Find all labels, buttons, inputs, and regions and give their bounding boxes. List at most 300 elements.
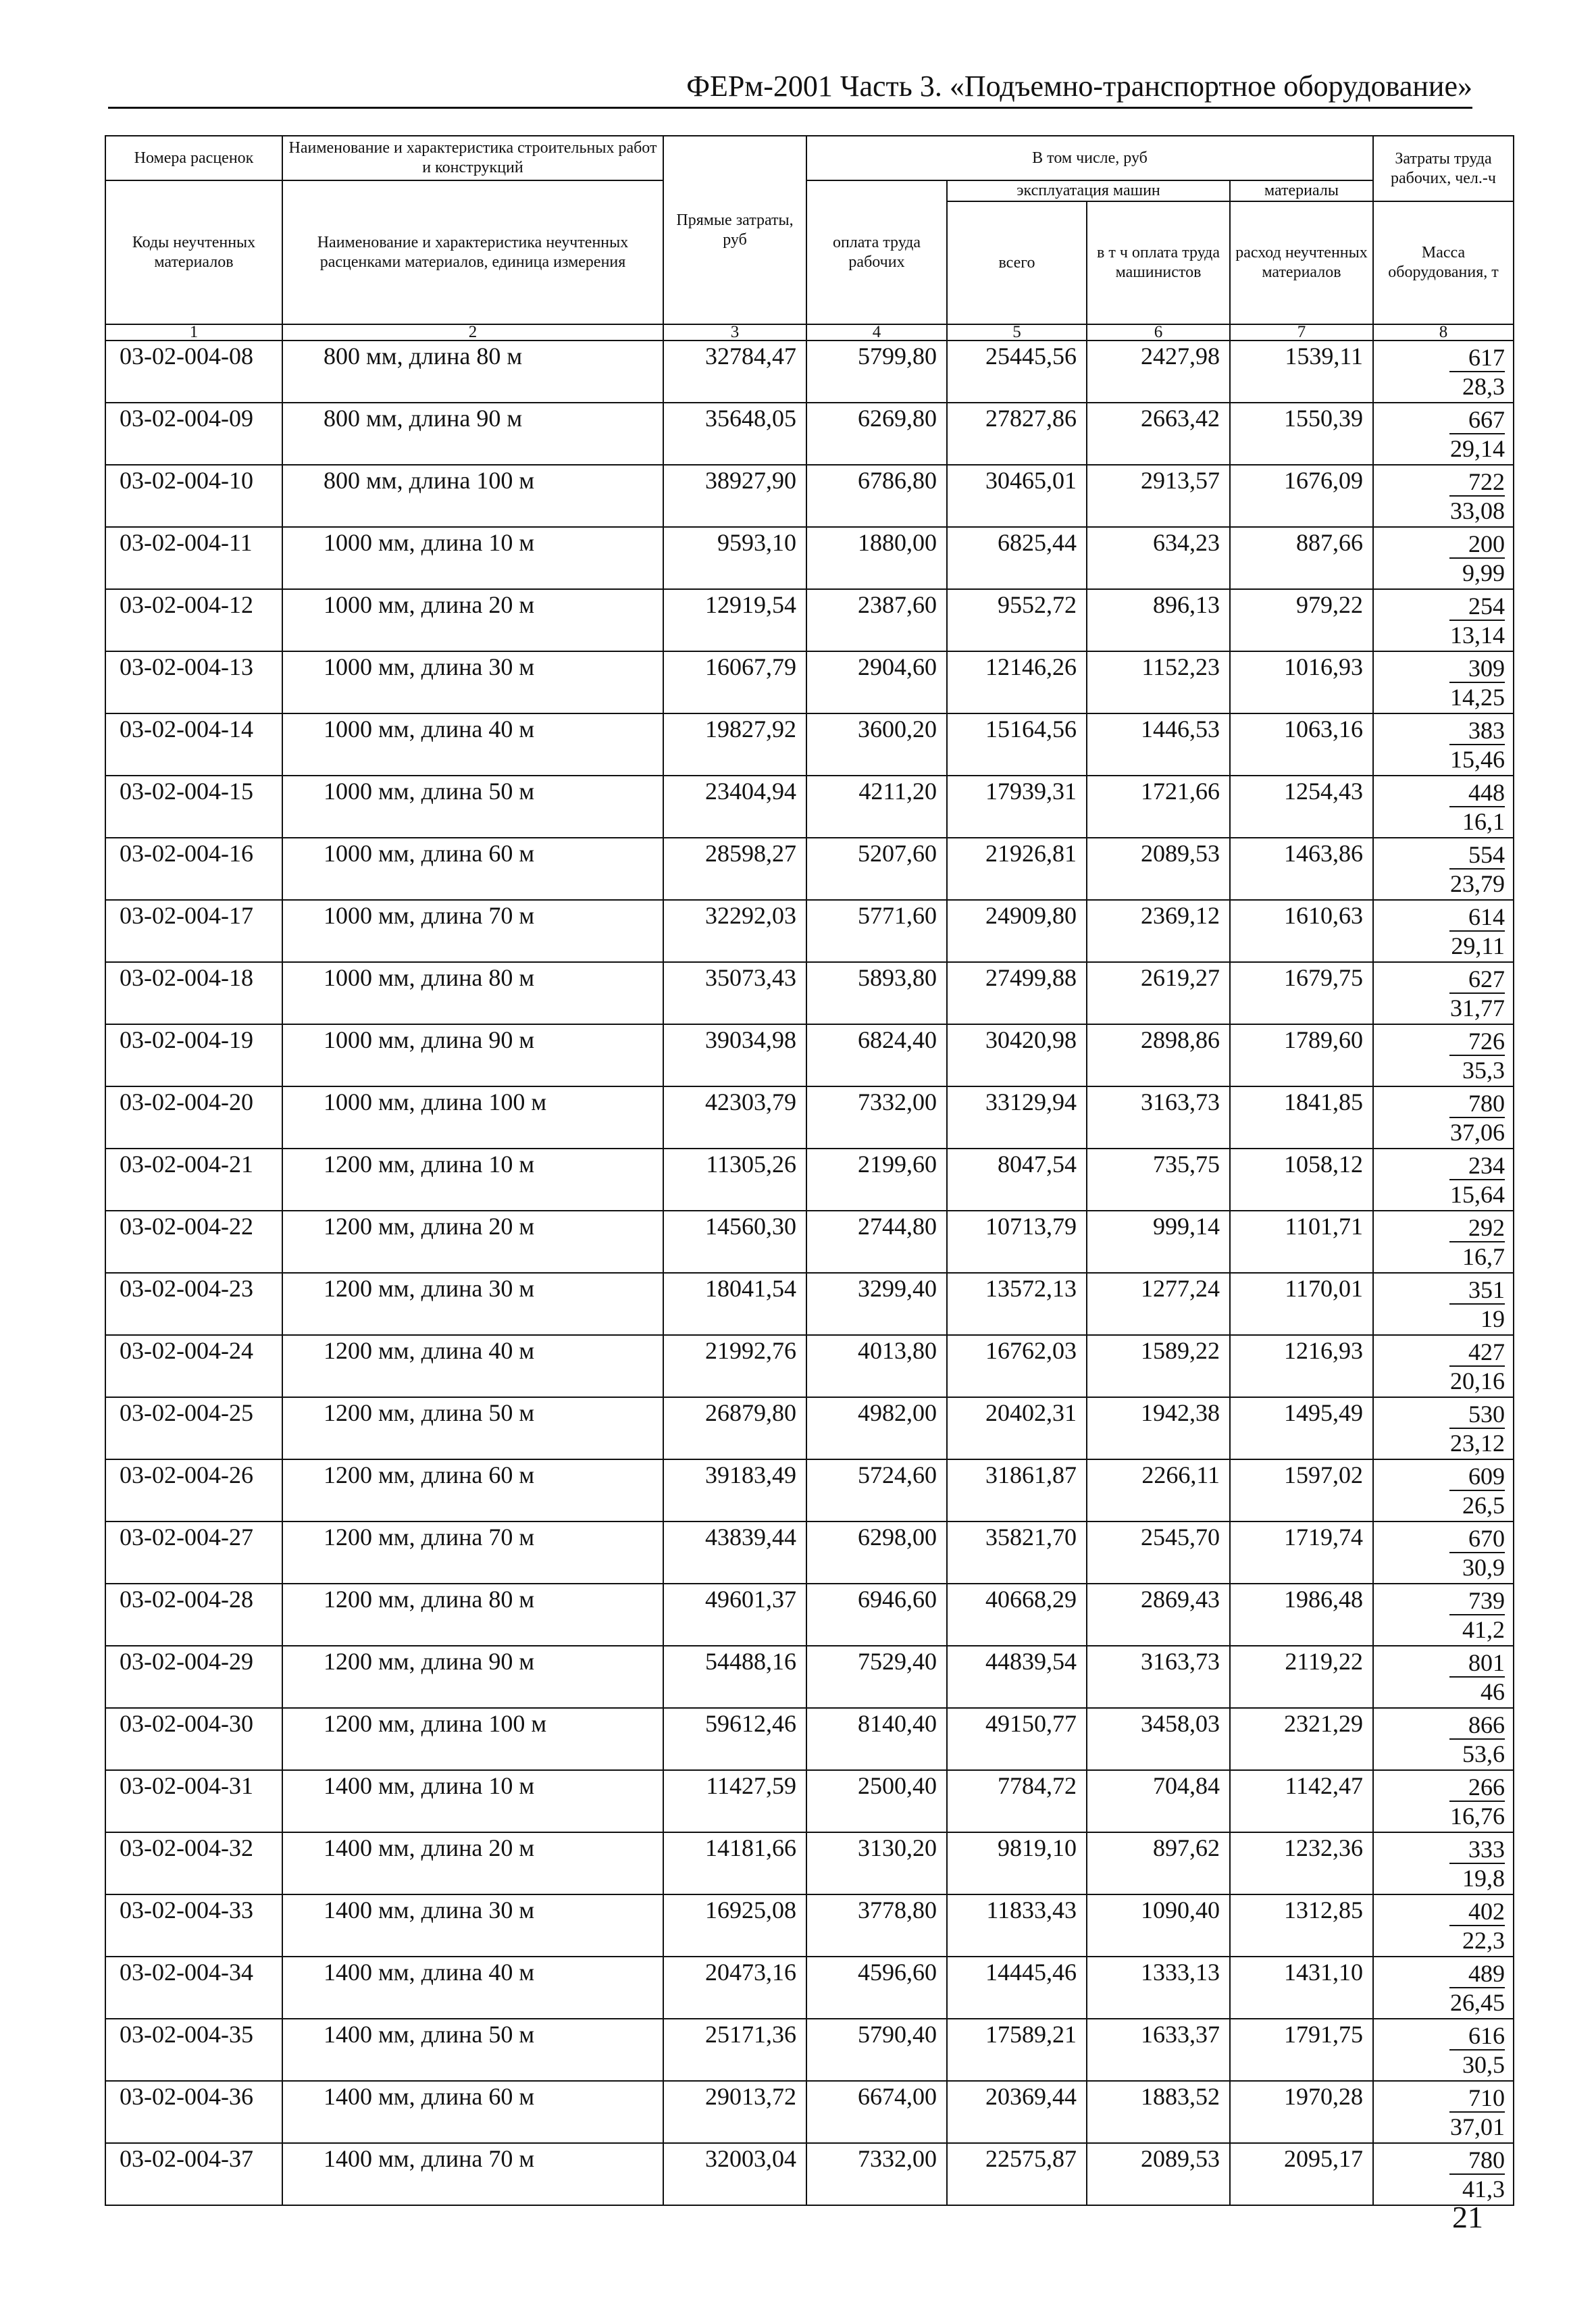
row-code: 03-02-004-33 [105,1894,282,1957]
row-labor-cost: 2199,60 [806,1149,947,1211]
row-code: 03-02-004-18 [105,962,282,1024]
row-direct-cost: 42303,79 [663,1086,806,1149]
row-machinist-cost: 3458,03 [1087,1708,1230,1770]
row-machine-cost: 40668,29 [947,1584,1087,1646]
row-direct-cost: 20473,16 [663,1957,806,2019]
row-material-cost: 1463,86 [1230,838,1373,900]
row-equipment-mass: 15,46 [1450,746,1505,773]
table-row [105,1957,1514,2019]
row-labor-cost: 6298,00 [806,1521,947,1584]
head-naim-top: Наименование и характеристика строительных работ и конструкций [282,136,663,180]
row-equipment-mass: 23,12 [1450,1430,1505,1457]
table-row [105,341,1514,403]
row-labor-hours: 780 [1449,1090,1505,1118]
row-code: 03-02-004-27 [105,1521,282,1584]
row-code: 03-02-004-24 [105,1335,282,1397]
row-labor-hours: 448 [1449,779,1505,807]
row-material-cost: 1789,60 [1230,1024,1373,1086]
row-direct-cost: 39183,49 [663,1459,806,1521]
row-labor-cost: 4596,60 [806,1957,947,2019]
row-machine-cost: 11833,43 [947,1894,1087,1957]
row-machinist-cost: 896,13 [1087,589,1230,651]
table-row [105,589,1514,651]
row-machine-cost: 9552,72 [947,589,1087,651]
row-code: 03-02-004-12 [105,589,282,651]
head-materialy: материалы [1230,180,1373,201]
head-rashod: расход неучтенных материалов [1230,201,1373,324]
row-machinist-cost: 1942,38 [1087,1397,1230,1459]
row-machinist-cost: 1721,66 [1087,776,1230,838]
row-labor-hours: 309 [1449,655,1505,683]
row-equipment-mass: 53,6 [1462,1740,1505,1767]
row-machine-cost: 14445,46 [947,1957,1087,2019]
row-hours-mass [1373,838,1514,900]
row-labor-hours: 739 [1449,1587,1505,1615]
row-labor-cost: 3130,20 [806,1832,947,1894]
row-machinist-cost: 1090,40 [1087,1894,1230,1957]
row-hours-mass [1373,1086,1514,1149]
row-direct-cost: 32784,47 [663,341,806,403]
row-name: 1000 мм, длина 10 м [282,527,663,589]
row-material-cost: 1142,47 [1230,1770,1373,1832]
table-row [105,465,1514,527]
row-name: 1200 мм, длина 20 м [282,1211,663,1273]
row-equipment-mass: 13,14 [1450,622,1505,649]
row-equipment-mass: 46 [1481,1678,1505,1705]
row-hours-mass [1373,1708,1514,1770]
row-name: 1000 мм, длина 30 м [282,651,663,713]
row-material-cost: 2119,22 [1230,1646,1373,1708]
row-machinist-cost: 735,75 [1087,1149,1230,1211]
table-row [105,900,1514,962]
row-direct-cost: 11305,26 [663,1149,806,1211]
row-hours-mass [1373,1770,1514,1832]
rates-table [105,135,1514,2206]
row-labor-hours: 609 [1449,1463,1505,1491]
row-material-cost: 979,22 [1230,589,1373,651]
row-labor-hours: 351 [1449,1276,1505,1305]
row-name: 1200 мм, длина 80 м [282,1584,663,1646]
row-direct-cost: 29013,72 [663,2081,806,2143]
row-hours-mass [1373,1397,1514,1459]
row-labor-cost: 7332,00 [806,1086,947,1149]
table-row [105,527,1514,589]
row-material-cost: 1676,09 [1230,465,1373,527]
row-labor-hours: 427 [1449,1338,1505,1367]
row-code: 03-02-004-11 [105,527,282,589]
row-machine-cost: 13572,13 [947,1273,1087,1335]
row-labor-hours: 667 [1449,406,1505,434]
row-material-cost: 1791,75 [1230,2019,1373,2081]
table-row [105,1646,1514,1708]
row-direct-cost: 12919,54 [663,589,806,651]
row-labor-cost: 4211,20 [806,776,947,838]
table-row [105,1708,1514,1770]
row-hours-mass [1373,1459,1514,1521]
row-name: 1000 мм, длина 20 м [282,589,663,651]
row-labor-hours: 801 [1449,1649,1505,1678]
row-labor-hours: 254 [1449,593,1505,621]
row-direct-cost: 43839,44 [663,1521,806,1584]
row-labor-cost: 2500,40 [806,1770,947,1832]
row-machine-cost: 7784,72 [947,1770,1087,1832]
head-pryamye: Прямые затраты, руб [663,136,806,324]
row-hours-mass [1373,341,1514,403]
row-code: 03-02-004-25 [105,1397,282,1459]
row-name: 1200 мм, длина 60 м [282,1459,663,1521]
row-code: 03-02-004-31 [105,1770,282,1832]
row-machine-cost: 27827,86 [947,403,1087,465]
row-labor-hours: 402 [1449,1898,1505,1926]
row-labor-cost: 2387,60 [806,589,947,651]
row-equipment-mass: 31,77 [1450,995,1505,1022]
row-code: 03-02-004-37 [105,2143,282,2205]
row-hours-mass [1373,1211,1514,1273]
row-machine-cost: 8047,54 [947,1149,1087,1211]
row-code: 03-02-004-28 [105,1584,282,1646]
row-equipment-mass: 16,7 [1462,1243,1505,1270]
row-hours-mass [1373,589,1514,651]
row-labor-cost: 5724,60 [806,1459,947,1521]
table-row [105,1459,1514,1521]
row-labor-hours: 234 [1449,1152,1505,1180]
row-labor-cost: 4013,80 [806,1335,947,1397]
row-equipment-mass: 22,3 [1462,1927,1505,1954]
table-row [105,776,1514,838]
row-direct-cost: 11427,59 [663,1770,806,1832]
row-hours-mass [1373,713,1514,776]
row-direct-cost: 35648,05 [663,403,806,465]
row-labor-hours: 670 [1449,1525,1505,1553]
row-machine-cost: 16762,03 [947,1335,1087,1397]
table-row [105,651,1514,713]
row-code: 03-02-004-26 [105,1459,282,1521]
row-machine-cost: 21926,81 [947,838,1087,900]
row-machinist-cost: 1883,52 [1087,2081,1230,2143]
row-machinist-cost: 2427,98 [1087,341,1230,403]
row-equipment-mass: 41,3 [1462,2175,1505,2203]
row-direct-cost: 19827,92 [663,713,806,776]
row-material-cost: 1016,93 [1230,651,1373,713]
row-name: 800 мм, длина 80 м [282,341,663,403]
row-machinist-cost: 634,23 [1087,527,1230,589]
row-material-cost: 1539,11 [1230,341,1373,403]
row-code: 03-02-004-21 [105,1149,282,1211]
row-machine-cost: 15164,56 [947,713,1087,776]
row-material-cost: 1610,63 [1230,900,1373,962]
row-name: 1200 мм, длина 90 м [282,1646,663,1708]
row-hours-mass [1373,1335,1514,1397]
row-equipment-mass: 20,16 [1450,1367,1505,1394]
row-name: 1400 мм, длина 20 м [282,1832,663,1894]
row-labor-hours: 722 [1449,468,1505,497]
row-name: 1400 мм, длина 40 м [282,1957,663,2019]
row-material-cost: 1719,74 [1230,1521,1373,1584]
row-machinist-cost: 2869,43 [1087,1584,1230,1646]
row-code: 03-02-004-20 [105,1086,282,1149]
row-direct-cost: 38927,90 [663,465,806,527]
row-labor-cost: 6674,00 [806,2081,947,2143]
row-direct-cost: 25171,36 [663,2019,806,2081]
row-code: 03-02-004-36 [105,2081,282,2143]
row-direct-cost: 28598,27 [663,838,806,900]
row-hours-mass [1373,527,1514,589]
row-labor-hours: 530 [1449,1401,1505,1429]
row-direct-cost: 16925,08 [663,1894,806,1957]
row-labor-cost: 6946,60 [806,1584,947,1646]
row-equipment-mass: 29,11 [1451,932,1505,959]
row-machinist-cost: 999,14 [1087,1211,1230,1273]
row-labor-hours: 333 [1449,1836,1505,1864]
table-row [105,403,1514,465]
table-row [105,1832,1514,1894]
row-direct-cost: 32003,04 [663,2143,806,2205]
row-hours-mass [1373,900,1514,962]
row-machinist-cost: 1333,13 [1087,1957,1230,2019]
row-labor-hours: 266 [1449,1774,1505,1802]
row-machinist-cost: 704,84 [1087,1770,1230,1832]
row-name: 1000 мм, длина 40 м [282,713,663,776]
row-machinist-cost: 2663,42 [1087,403,1230,465]
row-equipment-mass: 30,9 [1462,1554,1505,1581]
row-machinist-cost: 1589,22 [1087,1335,1230,1397]
row-code: 03-02-004-14 [105,713,282,776]
row-material-cost: 1431,10 [1230,1957,1373,2019]
col-number: 8 [1373,324,1514,341]
row-material-cost: 1254,43 [1230,776,1373,838]
row-machine-cost: 33129,94 [947,1086,1087,1149]
table-row [105,1086,1514,1149]
row-name: 1400 мм, длина 70 м [282,2143,663,2205]
row-name: 1200 мм, длина 50 м [282,1397,663,1459]
row-material-cost: 1597,02 [1230,1459,1373,1521]
row-hours-mass [1373,1646,1514,1708]
row-equipment-mass: 19 [1481,1305,1505,1332]
row-machinist-cost: 1152,23 [1087,651,1230,713]
row-name: 800 мм, длина 90 м [282,403,663,465]
row-direct-cost: 18041,54 [663,1273,806,1335]
row-code: 03-02-004-34 [105,1957,282,2019]
row-machinist-cost: 2089,53 [1087,838,1230,900]
row-hours-mass [1373,651,1514,713]
row-machinist-cost: 2913,57 [1087,465,1230,527]
row-labor-hours: 726 [1449,1028,1505,1056]
row-machine-cost: 10713,79 [947,1211,1087,1273]
row-code: 03-02-004-10 [105,465,282,527]
row-labor-cost: 7332,00 [806,2143,947,2205]
row-material-cost: 1101,71 [1230,1211,1373,1273]
row-machinist-cost: 2619,27 [1087,962,1230,1024]
row-direct-cost: 14181,66 [663,1832,806,1894]
row-labor-hours: 627 [1449,965,1505,994]
row-machinist-cost: 3163,73 [1087,1086,1230,1149]
col-number: 5 [947,324,1087,341]
row-hours-mass [1373,1957,1514,2019]
row-direct-cost: 21992,76 [663,1335,806,1397]
row-material-cost: 2095,17 [1230,2143,1373,2205]
row-name: 1000 мм, длина 70 м [282,900,663,962]
col-number: 1 [105,324,282,341]
table-row [105,838,1514,900]
row-name: 1000 мм, длина 100 м [282,1086,663,1149]
row-hours-mass [1373,403,1514,465]
row-material-cost: 1970,28 [1230,2081,1373,2143]
row-equipment-mass: 30,5 [1462,2051,1505,2078]
table-row [105,1273,1514,1335]
row-material-cost: 1679,75 [1230,962,1373,1024]
row-hours-mass [1373,1521,1514,1584]
row-equipment-mass: 9,99 [1462,559,1505,586]
row-name: 1200 мм, длина 100 м [282,1708,663,1770]
row-hours-mass [1373,2143,1514,2205]
row-machine-cost: 17589,21 [947,2019,1087,2081]
row-machine-cost: 35821,70 [947,1521,1087,1584]
row-name: 1400 мм, длина 60 м [282,2081,663,2143]
row-material-cost: 1312,85 [1230,1894,1373,1957]
row-machine-cost: 24909,80 [947,900,1087,962]
row-name: 1200 мм, длина 30 м [282,1273,663,1335]
row-machine-cost: 27499,88 [947,962,1087,1024]
row-labor-cost: 6824,40 [806,1024,947,1086]
row-hours-mass [1373,465,1514,527]
row-code: 03-02-004-09 [105,403,282,465]
row-labor-hours: 200 [1449,530,1505,559]
row-labor-hours: 383 [1449,717,1505,745]
row-material-cost: 2321,29 [1230,1708,1373,1770]
row-hours-mass [1373,2019,1514,2081]
row-name: 800 мм, длина 100 м [282,465,663,527]
row-machinist-cost: 2266,11 [1087,1459,1230,1521]
row-name: 1200 мм, длина 70 м [282,1521,663,1584]
row-code: 03-02-004-13 [105,651,282,713]
row-equipment-mass: 16,1 [1462,808,1505,835]
row-equipment-mass: 15,64 [1450,1181,1505,1208]
row-labor-hours: 616 [1449,2022,1505,2051]
page-header [108,70,1472,109]
row-material-cost: 1841,85 [1230,1086,1373,1149]
row-name: 1200 мм, длина 10 м [282,1149,663,1211]
table-row [105,1894,1514,1957]
table-row [105,1211,1514,1273]
row-equipment-mass: 29,14 [1450,435,1505,462]
row-hours-mass [1373,1149,1514,1211]
row-code: 03-02-004-22 [105,1211,282,1273]
row-material-cost: 1170,01 [1230,1273,1373,1335]
table-row [105,2143,1514,2205]
row-code: 03-02-004-08 [105,341,282,403]
row-material-cost: 1063,16 [1230,713,1373,776]
row-hours-mass [1373,962,1514,1024]
table-row [105,2081,1514,2143]
row-labor-cost: 2904,60 [806,651,947,713]
table-body [105,341,1514,2205]
row-hours-mass [1373,1273,1514,1335]
row-name: 1000 мм, длина 80 м [282,962,663,1024]
row-labor-cost: 6786,80 [806,465,947,527]
row-labor-cost: 5771,60 [806,900,947,962]
row-hours-mass [1373,1584,1514,1646]
row-machinist-cost: 2545,70 [1087,1521,1230,1584]
row-hours-mass [1373,1894,1514,1957]
row-equipment-mass: 26,5 [1462,1492,1505,1519]
row-machinist-cost: 1446,53 [1087,713,1230,776]
head-zatraty: Затраты труда рабочих, чел.-ч [1373,136,1514,201]
row-direct-cost: 39034,98 [663,1024,806,1086]
row-labor-cost: 3600,20 [806,713,947,776]
row-machine-cost: 12146,26 [947,651,1087,713]
row-direct-cost: 59612,46 [663,1708,806,1770]
row-labor-cost: 4982,00 [806,1397,947,1459]
row-labor-hours: 292 [1449,1214,1505,1242]
head-vsego: всего [947,201,1087,324]
page-number: 21 [1452,2200,1483,2234]
row-labor-cost: 1880,00 [806,527,947,589]
row-material-cost: 1495,49 [1230,1397,1373,1459]
row-machine-cost: 44839,54 [947,1646,1087,1708]
head-kody: Коды неучтенных материалов [105,180,282,324]
row-labor-cost: 2744,80 [806,1211,947,1273]
table-row [105,2019,1514,2081]
row-hours-mass [1373,1832,1514,1894]
table-row [105,1584,1514,1646]
row-machine-cost: 22575,87 [947,2143,1087,2205]
row-material-cost: 1232,36 [1230,1832,1373,1894]
row-machinist-cost: 3163,73 [1087,1646,1230,1708]
row-code: 03-02-004-30 [105,1708,282,1770]
row-labor-cost: 5799,80 [806,341,947,403]
row-code: 03-02-004-15 [105,776,282,838]
row-labor-cost: 5207,60 [806,838,947,900]
row-equipment-mass: 23,79 [1450,870,1505,897]
row-code: 03-02-004-35 [105,2019,282,2081]
row-direct-cost: 9593,10 [663,527,806,589]
row-direct-cost: 16067,79 [663,651,806,713]
row-labor-hours: 614 [1449,903,1505,932]
table-row [105,1521,1514,1584]
row-code: 03-02-004-32 [105,1832,282,1894]
head-ekspl: эксплуатация машин [947,180,1230,201]
row-hours-mass [1373,1024,1514,1086]
row-direct-cost: 49601,37 [663,1584,806,1646]
table-row [105,1770,1514,1832]
table-row [105,1149,1514,1211]
row-name: 1400 мм, длина 30 м [282,1894,663,1957]
row-code: 03-02-004-17 [105,900,282,962]
head-massa: Масса оборудования, т [1373,201,1514,324]
head-nomera: Номера расценок [105,136,282,180]
row-name: 1000 мм, длина 90 м [282,1024,663,1086]
row-name: 1000 мм, длина 50 м [282,776,663,838]
row-machinist-cost: 2898,86 [1087,1024,1230,1086]
column-numbers-row [105,324,1514,341]
row-equipment-mass: 16,76 [1450,1803,1505,1830]
row-name: 1000 мм, длина 60 м [282,838,663,900]
row-machine-cost: 31861,87 [947,1459,1087,1521]
row-machinist-cost: 2089,53 [1087,2143,1230,2205]
table-row [105,1024,1514,1086]
col-number: 3 [663,324,806,341]
table-row [105,962,1514,1024]
row-direct-cost: 23404,94 [663,776,806,838]
row-machine-cost: 9819,10 [947,1832,1087,1894]
row-name: 1200 мм, длина 40 м [282,1335,663,1397]
row-machine-cost: 20402,31 [947,1397,1087,1459]
col-number: 2 [282,324,663,341]
row-material-cost: 1216,93 [1230,1335,1373,1397]
row-hours-mass [1373,2081,1514,2143]
row-direct-cost: 35073,43 [663,962,806,1024]
row-labor-cost: 6269,80 [806,403,947,465]
